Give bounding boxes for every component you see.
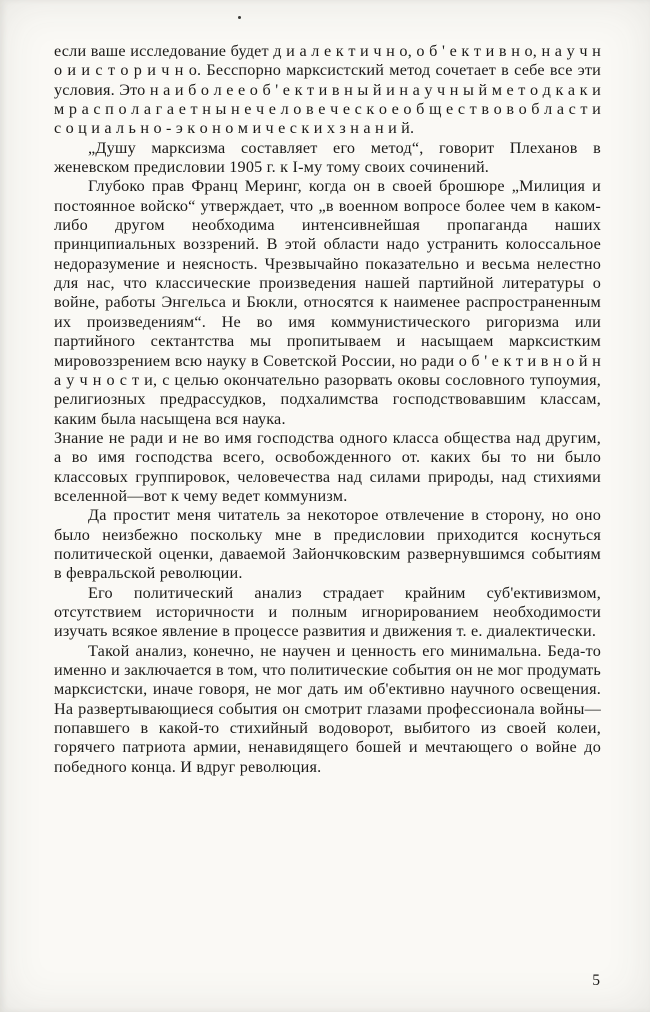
paragraph-1: если ваше исследование будет д и а л е к т и ч н о, о б ' е к т и в н о, н а у ч н о и и с т о р и ч н о. Бесспорно марксистский метод сочетает в себе все эти условия. Это н а и б о л е е о б ' е к т и в н ы й и н а у ч н ы й м е т о д к а к и м р а с п о л а г а е т н ы н е ч е л о в е ч е с к о е о б щ е с т в о в о б л а с т и с о ц и а л ь н о - э к о н о м и ч е с к и х з н а н и й. xyxy=(54,42,601,138)
paragraph-2: „Душу марксизма составляет его метод“, говорит Плеханов в женевском предисловии 1905 г. к I-му тому своих сочинений. xyxy=(54,138,601,177)
paragraph-3: Глубоко прав Франц Меринг, когда он в своей брошюре „Милиция и постоянное войско“ утверждает, что „в военном вопросе более чем в каком-либо другом необходима интенсивнейшая пропаганда наших принципиальных воззрений. В этой области надо устранить колоссальное недоразумение и неясность. Чрезвычайно показательно и весьма нелестно для нас, что классические произведения нашей партийной литературы о войне, работы Энгельса и Бюкли, относятся к наименее распространенным их произведениям“. Не во имя коммунистического ригоризма или партийного сектантства мы пропитываем и насыщаем марксистким мировоззрением всю науку в Советской России, но ради о б ' е к т и в н о й н а у ч н о с т и, с целью окончательно разорвать оковы сословного тупоумия, религиозных предрассудков, подхалимства господствовавшим классам, каким была насыщена вся наука. xyxy=(54,177,601,428)
paragraph-4: Знание не ради и не во имя господства одного класса общества над другим, а во имя господства всего, освобожденного от. каких бы то ни было классовых группировок, человечества над силами природы, над стихиями вселенной—вот к чему ведет коммунизм. xyxy=(54,428,601,505)
print-artifact-dot xyxy=(238,16,241,19)
paragraph-6: Его политический анализ страдает крайним суб'ективизмом, отсутствием историчности и полным игнорированием необходимости изучать всякое явление в процессе развития и движения т. е. диалектически. xyxy=(54,583,601,641)
paragraph-5: Да простит меня читатель за некоторое отвлечение в сторону, но оно было неизбежно поскольку мне в предисловии приходится коснуться политической оценки, даваемой Зайончковским развернувшимся событиям в февральской революции. xyxy=(54,506,601,583)
page-text xyxy=(54,42,601,777)
paragraph-7: Такой анализ, конечно, не научен и ценность его минимальна. Беда-то именно и заключается в том, что политические события он не мог продумать марксистски, иначе говоря, не мог дать им об'ективно научного освещения. На развертывающиеся события он смотрит глазами профессионала войны—попавшего в какой-то стихийный водоворот, выбитого из своей колеи, горячего патриота армии, ненавидящего бошей и мечтающего о войне до победного конца. И вдруг революция. xyxy=(54,641,601,776)
page-number: 5 xyxy=(592,972,600,989)
